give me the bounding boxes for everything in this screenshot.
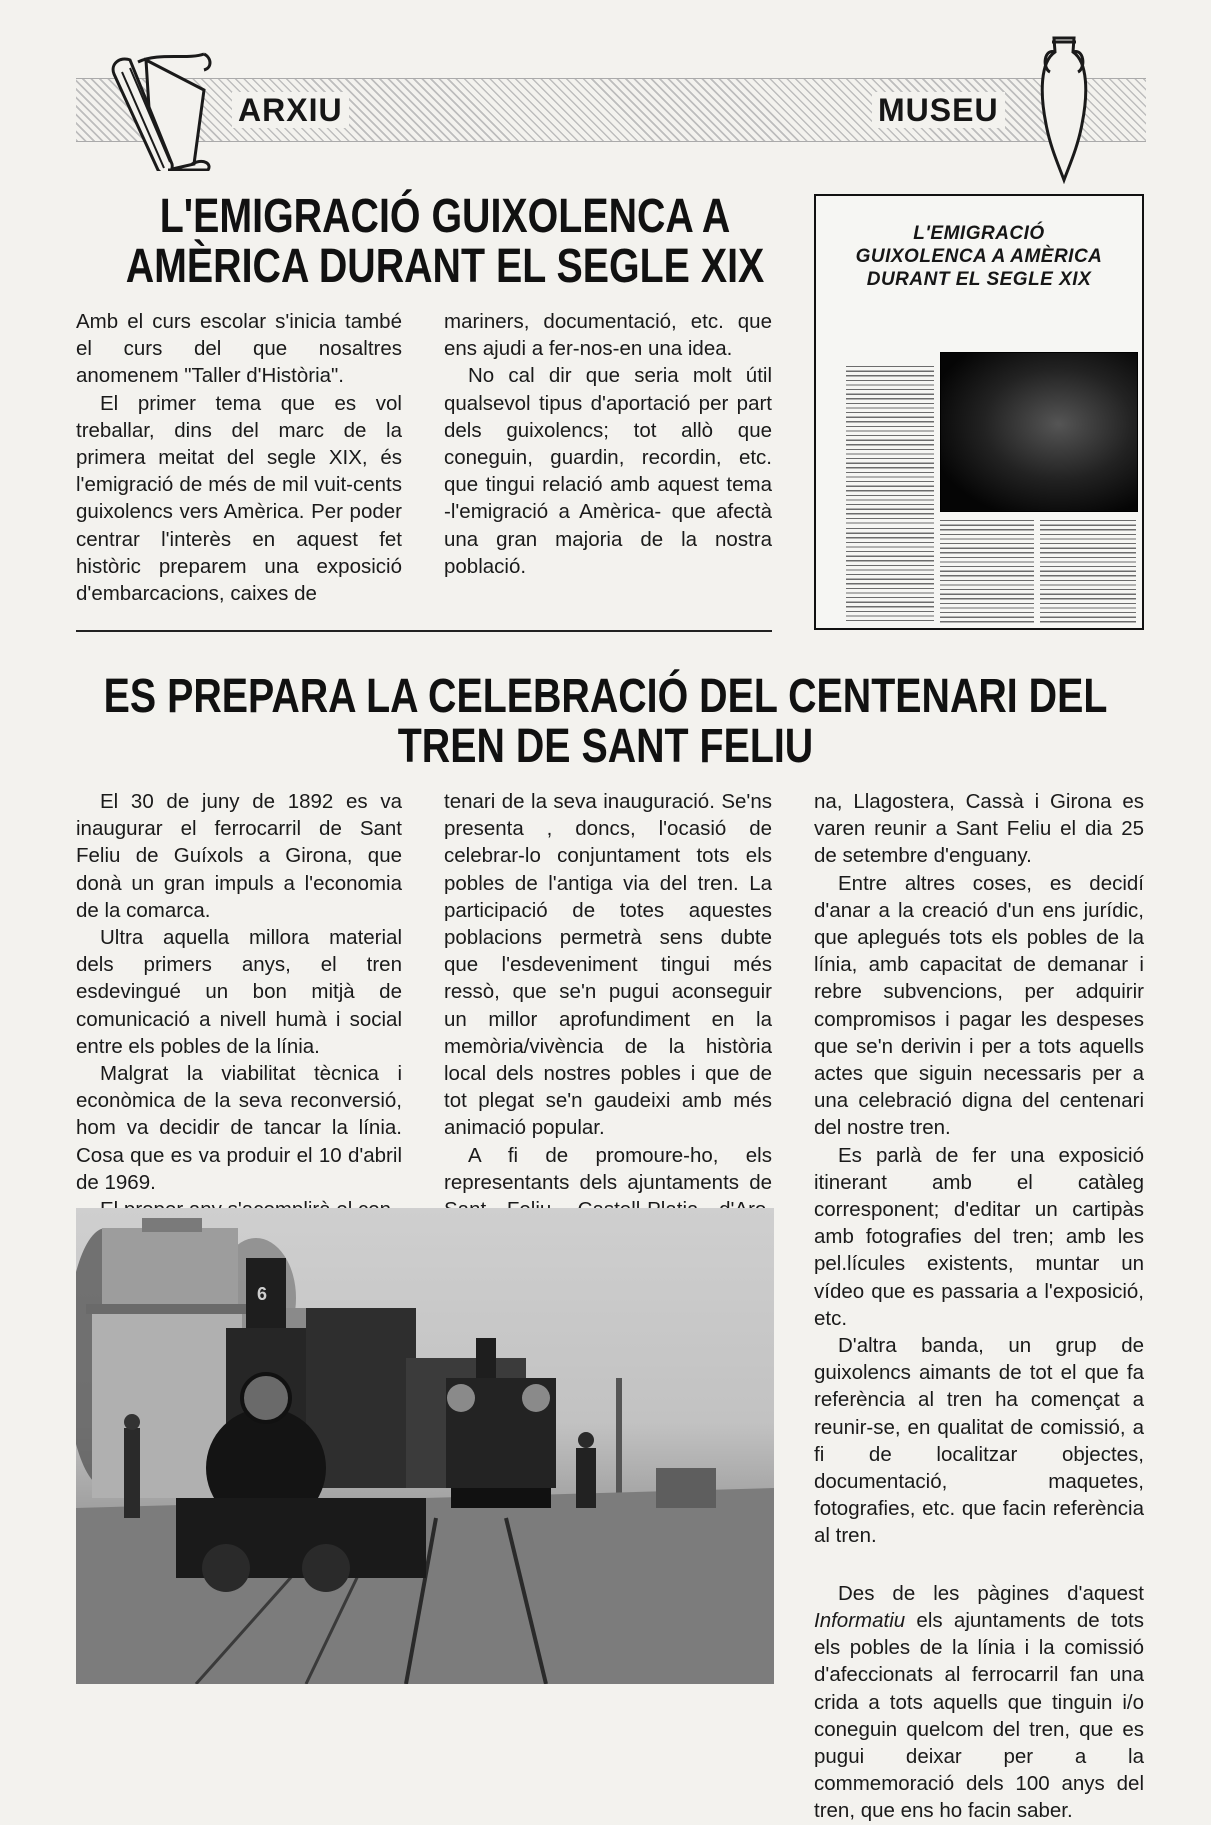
text-run: Des de les pàgines d'aquest [838,1581,1144,1605]
section-label-museu: MUSEU [872,92,1005,128]
paragraph: A fi de promoure-ho, els representants dels ajuntaments de [444,1143,772,1194]
paragraph: mariners, documentació, etc. que ens ajudi a fer-nos-en una idea. [444,310,772,361]
train-photo [76,1208,774,1684]
leaflet-inset [814,194,1144,630]
leaflet-title-line2: GUIXOLENCA A AMÈRICA [855,246,1103,267]
paragraph: El 30 de juny de 1892 es va inaugurar el ferrocarril de Sant Feliu de Guíxols a Girona, que donà un gran impuls a l'economia de la comarca. [76,790,402,922]
article1-column-1 [76,308,402,607]
scroll-icon [108,46,218,171]
article2-column-1 [76,788,402,1223]
paragraph: tenari de la seva inauguració. Se'ns presenta , doncs, l'ocasió de celebrar-lo conjuntament tots els pobles de l'antiga via del tren. La participació de totes aquestes poblacions permetrà sens dubte que l'esdeveniment tingui més ressò, que se'n pugui aconseguir un millor aprofundiment en la memòria/vivència de la història local dels nostres pobles i que de tot plegat se'n gaudeixi amb més animació popular. [444,790,772,1140]
publication-name: Informatiu [814,1608,906,1632]
paragraph: Ultra aquella millora material dels primers anys, el tren esdevingué un bon mitjà de comunicació a nivell humà i social entre els pobles de la línia. [76,926,402,1058]
paragraph: No cal dir que seria molt útil qualsevol tipus d'aportació per part dels guixolencs; tot allò que coneguin, guardin, recordin, etc. que tingui relació amb aquest tema -l'emigració a Amèrica- que afectà una gran majoria de la nostra població. [444,364,772,578]
text-run: els ajuntaments de tots els pobles de la línia i la comissió d'afeccionats al ferrocarril fan una crida a tots aquells que tinguin i/o coneguin quelcom del tren, que es pugui deixar per a la commemoració dels 100 anys del tren, que ens ho facin saber. [814,1608,1144,1823]
paragraph: D'altra banda, un grup de guixolencs aimants de tot el que fa referència al tren ha començat a reunir-se, en qualitat de comissió, a fi de localitzar objectes, documentació, maquetes, fotografies, etc. que facin referència al tren. [814,1334,1144,1548]
article1-headline [113,192,777,293]
paragraph: Es parlà de fer una exposició itinerant amb el catàleg corresponent; d'editar un cartipàs amb fotografies del tren; amb les pel.lícules existents, muntar un vídeo que es passaria a l'exposició, etc. [814,1143,1144,1330]
leaflet-text-block [1040,520,1136,624]
leaflet-title-line3: DURANT EL SEGLE XIX [866,269,1092,290]
article2-column-3 [814,788,1144,1825]
leaflet-text-block [846,528,934,624]
article2-headline [84,672,1126,773]
leaflet-text-block [846,366,934,526]
article1-headline-line1: L'EMIGRACIÓ GUIXOLENCA A [159,190,731,243]
section-label-arxiu: ARXIU [232,92,349,128]
article2-headline-line2: TREN DE SANT FELIU [397,720,814,774]
paragraph-gap [814,1550,1144,1580]
paragraph: El primer tema que es vol treballar, dins del marc de la primera meitat del segle XIX, és l'emigració de més de mil vuit-cents guixolencs vers Amèrica. Per poder centrar l'interès en aquest fet històric preparem una exposició d'embarcacions, caixes de [76,391,402,606]
train-photo-drawing [76,1208,774,1684]
leaflet-text-block [940,520,1034,624]
article1-column-2 [444,308,772,580]
paragraph-final [814,1580,1144,1825]
leaflet-photo [940,352,1138,512]
paragraph: Entre altres coses, es decidí d'anar a la creació d'un ens jurídic, que aplegués tots els pobles de la línia, amb capacitat de demanar i rebre subvencions, per adquirir compromisos i pagar les despeses que se'n derivin i per a tots aquells actes que siguin necessaris per a una celebració digna del centenari del nostre tren. [814,871,1144,1140]
article2-headline-line1: ES PREPARA LA CELEBRACIÓ DEL CENTENARI DEL [103,670,1108,723]
paragraph: na, Llagostera, Cassà i Girona es varen reunir a Sant Feliu el dia 25 de setembre d'enguany. [814,790,1144,868]
paragraph: Malgrat la viabilitat tècnica i econòmica de la seva reconversió, hom va decidir de tancar la línia. Cosa que es va produir el 10 d'abril de 1969. [76,1062,402,1194]
article2-column-2 [444,788,772,1250]
leaflet-title [816,222,1142,291]
leaflet-title-line1: L'EMIGRACIÓ [913,223,1045,244]
article1-headline-line2: AMÈRICA DURANT EL SEGLE XIX [125,240,765,294]
divider-rule [76,630,772,632]
paragraph: Amb el curs escolar s'inicia també el curs del que nosaltres anomenem "Taller d'Història". [76,310,402,388]
amphora-icon [1038,34,1090,184]
locomotive-number: 6 [257,1284,268,1304]
